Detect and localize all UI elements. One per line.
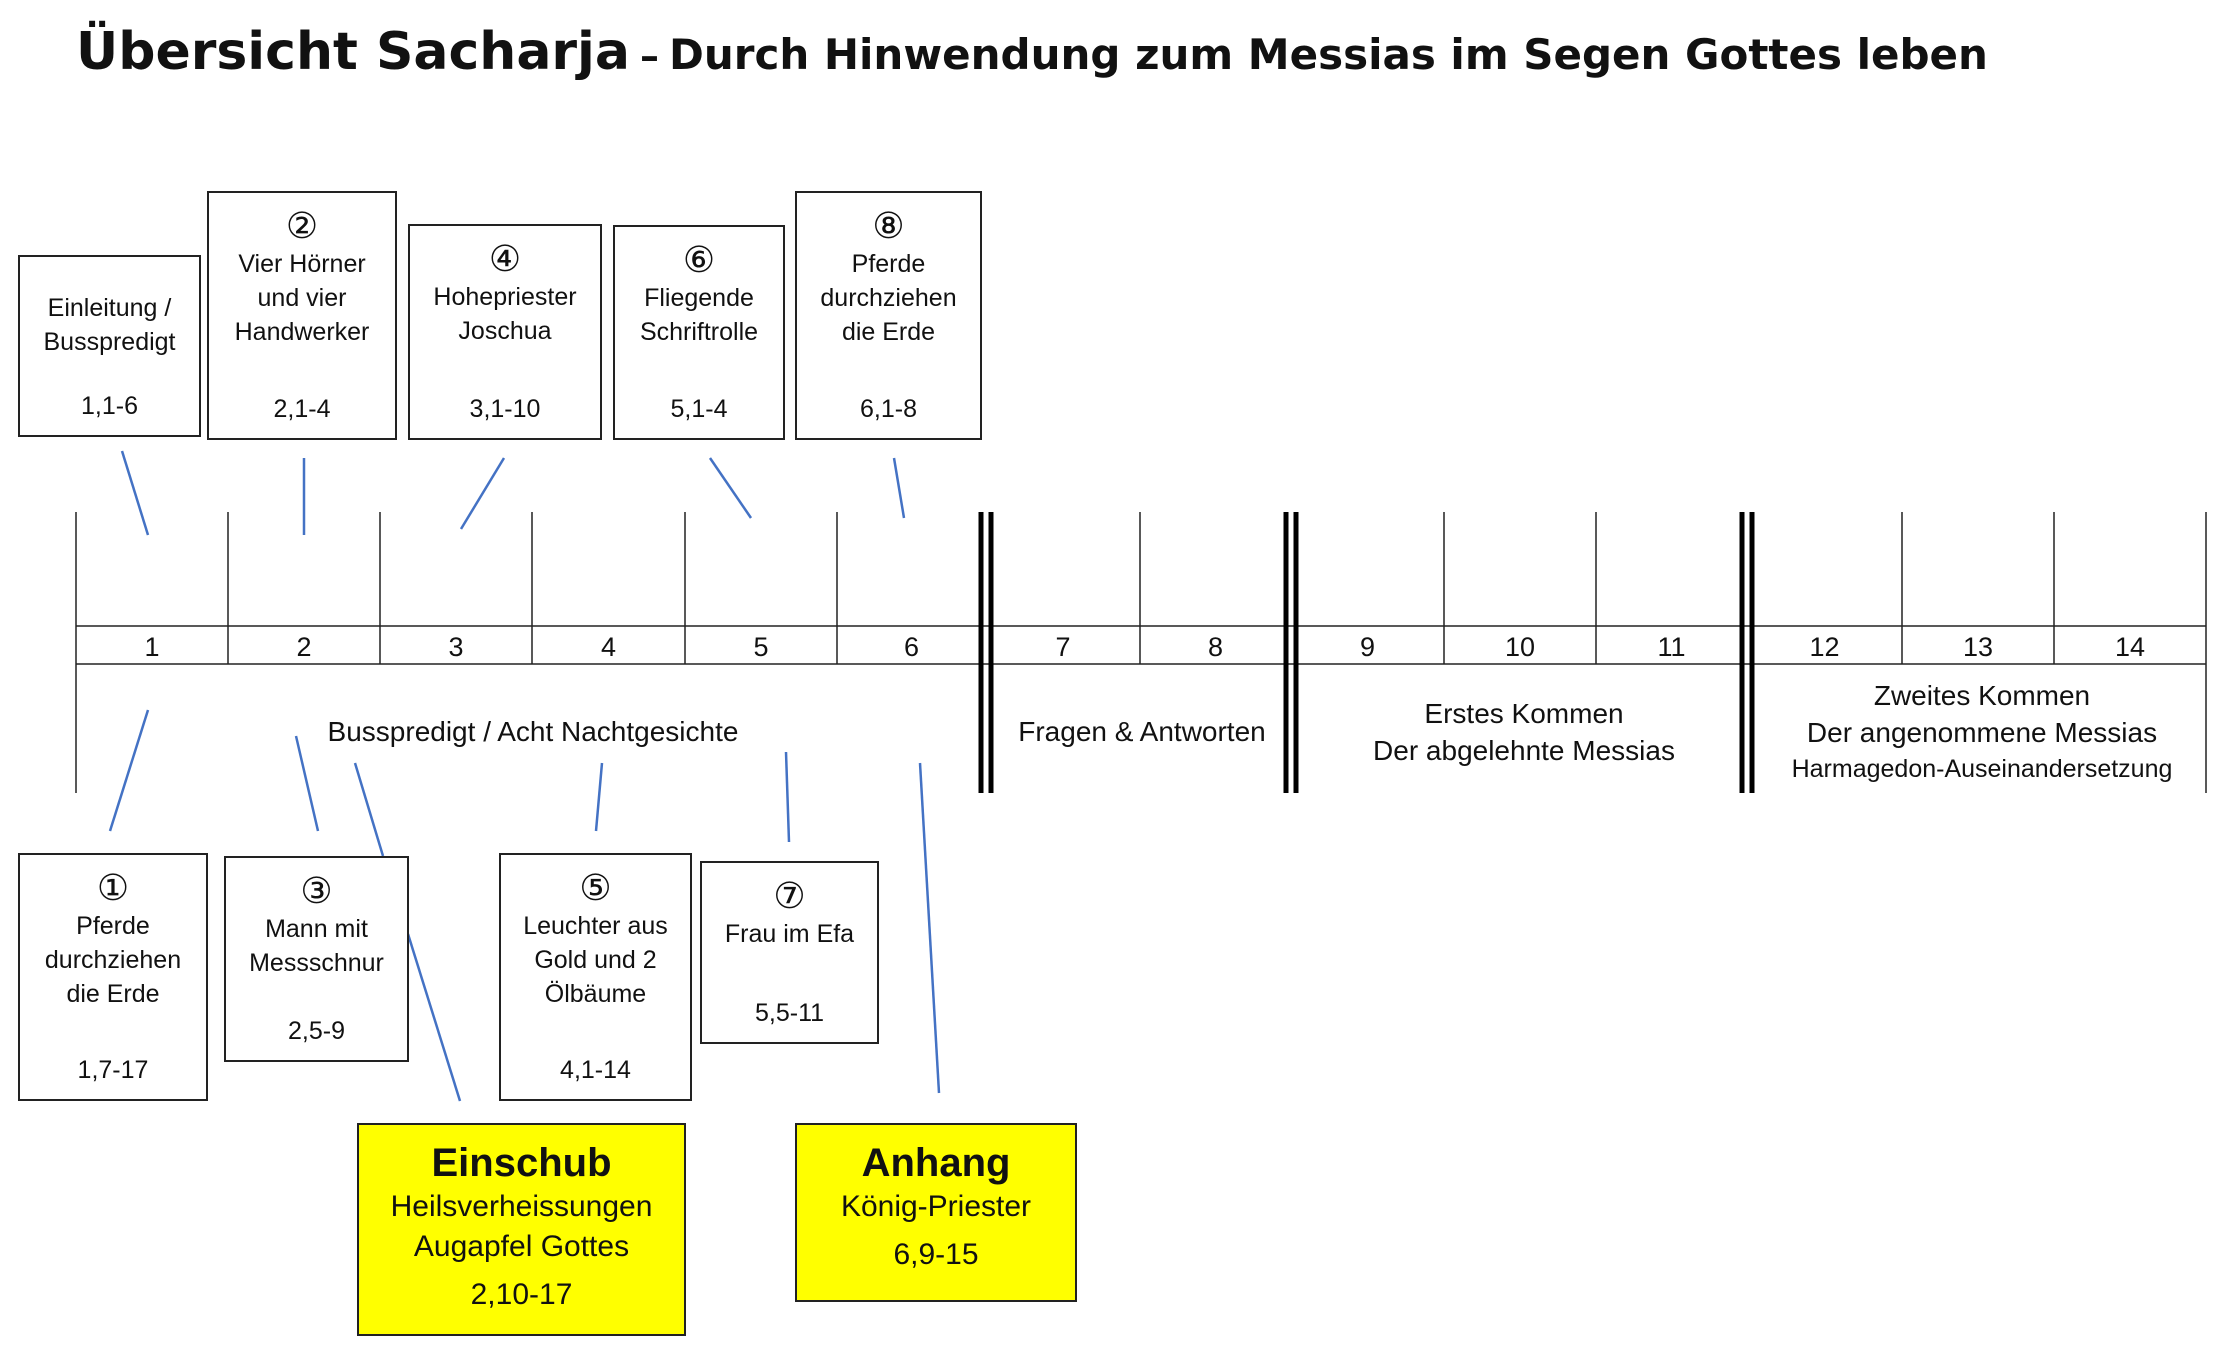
title-main: Übersicht Sacharja: [76, 22, 630, 82]
box-vision-7: [700, 861, 879, 1044]
vision-2-label: Vier Hörner und vier Handwerker: [234, 250, 370, 346]
section-zweites-line2: Der angenommene Messias: [1806, 717, 2158, 748]
box-vision-6: [613, 225, 785, 440]
connector-line: [786, 752, 789, 842]
section-busspredigt: Busspredigt / Acht Nachtgesichte: [327, 716, 739, 747]
box-einleitung: [18, 255, 201, 437]
chapter-number: 11: [1657, 632, 1686, 662]
vision-5-label: Leuchter aus Gold und 2 Ölbäume: [523, 912, 668, 1008]
chapter-number: 9: [1359, 632, 1376, 662]
section-zweites-line1: Zweites Kommen: [1873, 680, 2091, 711]
connector-line: [461, 458, 504, 529]
connector-line: [122, 451, 148, 535]
chapter-labels: [144, 632, 2145, 662]
vision-8-number: ⑧: [872, 206, 905, 247]
vision-3-label: Mann mit Messschnur: [249, 915, 384, 977]
box-einleitung-label: Einleitung / Busspredigt: [43, 294, 176, 356]
chapter-number: 5: [753, 632, 769, 662]
chapter-number: 3: [448, 632, 464, 662]
vision-5-ref: 4,1-14: [560, 1056, 631, 1084]
title-subtitle: Durch Hinwendung zum Messias im Segen Gottes leben: [668, 30, 1988, 79]
box-vision-4: [408, 224, 602, 440]
vision-7-label: Frau im Efa: [724, 920, 855, 948]
box-vision-2: [207, 191, 397, 440]
chapter-number: 14: [2114, 632, 2146, 662]
chapter-number: 10: [1504, 632, 1536, 662]
chapter-number: 8: [1207, 632, 1224, 662]
anhang-heading: Anhang: [861, 1141, 1011, 1185]
einschub-heading: Einschub: [431, 1141, 612, 1185]
chapter-number: 2: [296, 632, 312, 662]
vision-3-number: ③: [300, 871, 333, 912]
box-anhang: [795, 1123, 1077, 1302]
connector-line: [408, 934, 460, 1101]
vision-3-ref: 2,5-9: [288, 1017, 345, 1045]
vision-6-number: ⑥: [682, 240, 716, 281]
vision-2-number: ②: [285, 206, 319, 247]
box-einleitung-ref: 1,1-6: [81, 392, 138, 420]
connector-line: [296, 736, 318, 831]
vision-8-ref: 6,1-8: [860, 395, 917, 423]
vision-4-label: Hohepriester Joschua: [433, 283, 577, 345]
vision-1-label: Pferde durchziehen die Erde: [44, 912, 182, 1008]
title-separator: –: [639, 34, 659, 78]
vision-1-number: ①: [96, 868, 130, 909]
chapter-number: 4: [600, 632, 617, 662]
chapter-number: 7: [1055, 632, 1071, 662]
box-einschub: [357, 1123, 686, 1336]
connector-line: [355, 763, 383, 856]
einschub-ref: 2,10-17: [470, 1278, 573, 1311]
anhang-ref: 6,9-15: [893, 1238, 979, 1271]
vision-8-label: Pferde durchziehen die Erde: [820, 250, 957, 346]
vision-7-ref: 5,5-11: [754, 999, 825, 1027]
vision-4-ref: 3,1-10: [469, 395, 541, 423]
connector-line: [110, 710, 148, 831]
box-vision-1: [18, 853, 208, 1101]
section-erstes-line2: Der abgelehnte Messias: [1373, 735, 1675, 766]
connector-line: [710, 458, 751, 518]
vision-6-ref: 5,1-4: [670, 395, 728, 423]
connector-line: [894, 458, 904, 518]
section-zweites-kommen: [1792, 677, 2173, 788]
vision-4-number: ④: [488, 239, 522, 280]
box-vision-8: [795, 191, 982, 440]
section-fragen-antworten: Fragen & Antworten: [1018, 716, 1266, 747]
chapter-number: 13: [1962, 632, 1994, 662]
einschub-label: Heilsverheissungen Augapfel Gottes: [390, 1190, 653, 1263]
section-erstes-kommen: [1373, 695, 1675, 769]
vision-1-ref: 1,7-17: [77, 1056, 149, 1084]
anhang-label: König-Priester: [840, 1190, 1032, 1223]
chapter-number: 12: [1809, 632, 1840, 662]
vision-5-number: ⑤: [579, 868, 612, 909]
section-erstes-line1: Erstes Kommen: [1424, 698, 1624, 729]
connector-line: [920, 763, 939, 1093]
vision-6-label: Fliegende Schriftrolle: [639, 284, 759, 346]
vision-7-number: ⑦: [773, 876, 806, 917]
box-vision-5: [499, 853, 692, 1101]
box-vision-3: [224, 856, 409, 1062]
vision-2-ref: 2,1-4: [273, 395, 331, 423]
connector-line: [596, 763, 602, 831]
chapter-number: 6: [903, 632, 920, 662]
chapter-number: 1: [144, 632, 160, 662]
section-zweites-line3: Harmagedon-Auseinandersetzung: [1791, 755, 2173, 783]
